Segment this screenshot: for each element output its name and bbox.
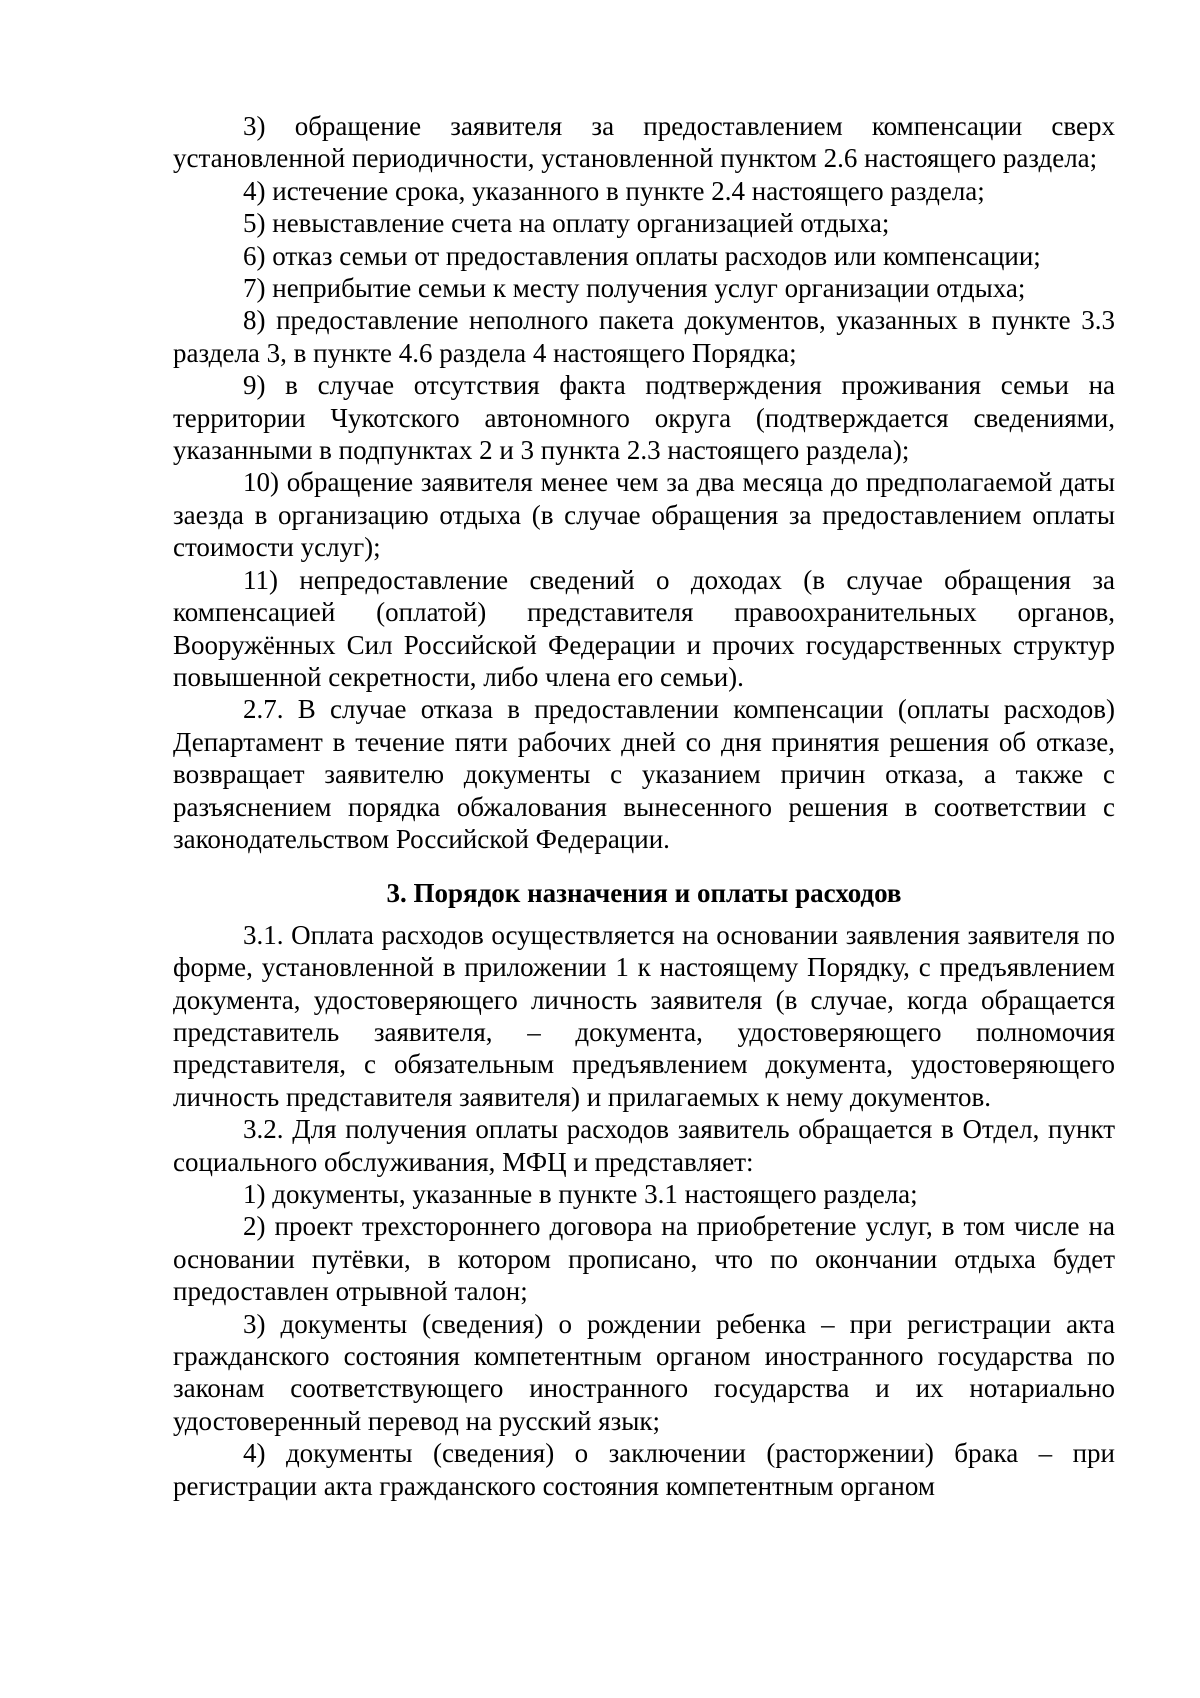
paragraph-item-3: 3) обращение заявителя за предоставлением компенсации сверх установленной периодичности, установленной пунктом 2.6 настоящего раздела; xyxy=(173,111,1115,174)
paragraph-item-11: 11) непредоставление сведений о доходах (в случае обращения за компенсацией (оплатой) представителя правоохранительных органов, Вооружённых Сил Российской Федерации и прочих государственных структур повышенной секретности, либо члена его семьи). xyxy=(173,564,1115,692)
paragraph-3-2-item-1: 1) документы, указанные в пункте 3.1 настоящего раздела; xyxy=(243,1179,918,1209)
document-page xyxy=(173,110,1115,1502)
paragraph-item-8: 8) предоставление неполного пакета документов, указанных в пункте 3.3 раздела 3, в пункте 4.6 раздела 4 настоящего Порядка; xyxy=(173,305,1115,368)
paragraph-item-6: 6) отказ семьи от предоставления оплаты расходов или компенсации; xyxy=(243,240,1041,271)
paragraph-3-2-item-2: 2) проект трехстороннего договора на приобретение услуг, в том числе на основании путёвки, в котором прописано, что по окончании отдыха будет предоставлен отрывной талон; xyxy=(173,1211,1115,1307)
paragraph-item-7: 7) неприбытие семьи к месту получения услуг организации отдыха; xyxy=(243,273,1026,304)
paragraph-2-7: 2.7. В случае отказа в предоставлении компенсации (оплаты расходов) Департамент в течение пяти рабочих дней со дня принятия решения об отказе, возвращает заявителю документы с указанием причин отказа, а также с разъяснением порядка обжалования вынесенного решения в соответствии с законодательством Российской Федерации. xyxy=(173,694,1115,854)
paragraph-item-4: 4) истечение срока, указанного в пункте 2.4 настоящего раздела; xyxy=(243,175,985,206)
section-heading: 3. Порядок назначения и оплаты расходов xyxy=(386,878,902,909)
paragraph-3-2-item-4: 4) документы (сведения) о заключении (расторжении) брака – при регистрации акта гражданского состояния компетентным органом xyxy=(173,1438,1115,1501)
paragraph-item-5: 5) невыставление счета на оплату организацией отдыха; xyxy=(243,208,890,239)
paragraph-item-9: 9) в случае отсутствия факта подтверждения проживания семьи на территории Чукотского автономного округа (подтверждается сведениями, указанными в подпунктах 2 и 3 пункта 2.3 настоящего раздела); xyxy=(173,370,1115,466)
paragraph-3-2-item-3: 3) документы (сведения) о рождении ребенка – при регистрации акта гражданского состояния компетентным органом иностранного государства по законам соответствующего иностранного государства и их нотариально удостоверенный перевод на русский язык; xyxy=(173,1308,1115,1436)
paragraph-3-1: 3.1. Оплата расходов осуществляется на основании заявления заявителя по форме, установленной в приложении 1 к настоящему Порядку, с предъявлением документа, удостоверяющего личность заявителя (в случае, когда обращается представитель заявителя, – документа, удостоверяющего полномочия представителя, с обязательным предъявлением документа, удостоверяющего личность представителя заявителя) и прилагаемых к нему документов. xyxy=(173,919,1115,1112)
paragraph-item-10: 10) обращение заявителя менее чем за два месяца до предполагаемой даты заезда в организацию отдыха (в случае обращения за предоставлением оплаты стоимости услуг); xyxy=(173,467,1115,563)
paragraph-3-2: 3.2. Для получения оплаты расходов заявитель обращается в Отдел, пункт социального обслуживания, МФЦ и представляет: xyxy=(173,1114,1115,1177)
